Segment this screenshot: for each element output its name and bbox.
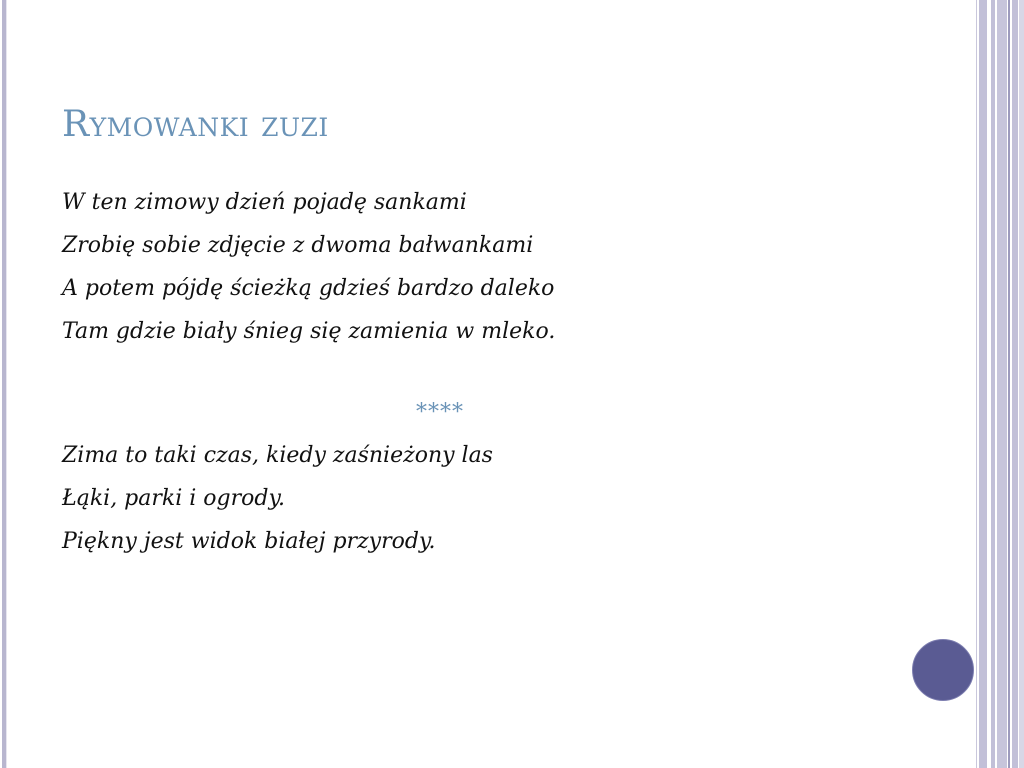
left-border-highlight <box>6 0 7 768</box>
poem-line: Łąki, parki i ogrody. <box>62 486 285 511</box>
right-stripe <box>997 0 1007 768</box>
right-stripe <box>976 0 977 768</box>
poem-body <box>62 186 942 568</box>
poem-line: Tam gdzie biały śnieg się zamienia w mleko. <box>62 319 556 344</box>
right-stripe <box>991 0 995 768</box>
decorative-circle <box>912 639 974 701</box>
poem-line: Zrobię sobie zdjęcie z dwoma bałwankami <box>62 233 534 258</box>
poem-line: Piękny jest widok białej przyrody. <box>62 529 436 554</box>
poem-line: Zima to taki czas, kiedy zaśnieżony las <box>62 443 493 468</box>
poem-line: W ten zimowy dzień pojadę sankami <box>62 190 467 215</box>
right-stripe <box>979 0 987 768</box>
stanza-separator: **** <box>416 400 464 425</box>
right-stripe <box>1008 0 1010 768</box>
poem-line: A potem pójdę ścieżką gdzieś bardzo daleko <box>62 276 555 301</box>
right-stripe <box>1012 0 1018 768</box>
right-stripe <box>1019 0 1024 768</box>
slide-title: Rymowanki zuzi <box>62 104 329 145</box>
